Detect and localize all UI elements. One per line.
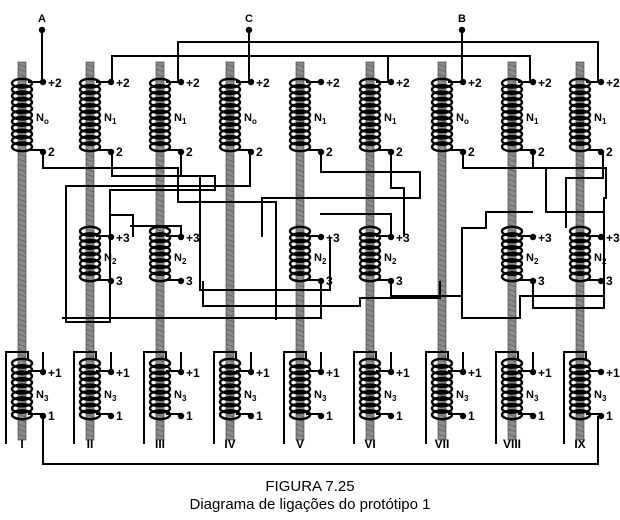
- winding-label: $N_o$: [456, 112, 469, 126]
- terminal-label: 1: [468, 409, 475, 423]
- terminal-label: 2: [606, 145, 613, 159]
- terminal-dot: [318, 234, 324, 240]
- interconnect: [533, 152, 604, 237]
- mid-winding: [502, 227, 522, 281]
- winding-label: $N_3$: [526, 389, 539, 403]
- terminal-dot: [318, 79, 324, 85]
- terminal-label: +2: [326, 76, 340, 90]
- terminal-label: 1: [186, 409, 193, 423]
- terminal-label: +3: [116, 231, 130, 245]
- terminal-label: 2: [468, 145, 475, 159]
- column-label: VIII: [502, 437, 522, 451]
- figure-title: FIGURA 7.25: [265, 478, 355, 495]
- terminal-dot: [598, 369, 604, 375]
- column-label: IV: [224, 437, 236, 451]
- terminal-label: +2: [256, 76, 270, 90]
- terminal-dot: [460, 413, 466, 419]
- terminal-label: 2: [326, 145, 333, 159]
- column-label: VII: [434, 437, 450, 451]
- winding-label: $N_1$: [104, 112, 117, 126]
- terminal-label: 3: [326, 274, 333, 288]
- column-label: II: [86, 437, 94, 451]
- terminal-label: +2: [396, 76, 410, 90]
- terminal-label: 1: [396, 409, 403, 423]
- mid-winding: [150, 227, 170, 281]
- interconnect: [463, 152, 606, 308]
- figure-subtitle: Diagrama de ligações do protótipo 1: [189, 496, 431, 513]
- mid-winding: [360, 227, 380, 281]
- terminal-dot: [248, 413, 254, 419]
- terminal-label: 3: [606, 274, 613, 288]
- terminal-label: 1: [326, 409, 333, 423]
- mid-winding: [80, 227, 100, 281]
- winding-label: $N_3$: [384, 389, 397, 403]
- terminal-label: +1: [606, 366, 620, 380]
- winding-label: $N_o$: [36, 112, 49, 126]
- terminal-label: +2: [606, 76, 620, 90]
- terminal-dot: [530, 234, 536, 240]
- mid-winding: [570, 227, 590, 281]
- terminal-label: +2: [116, 76, 130, 90]
- terminal-label: +2: [468, 76, 482, 90]
- terminal-label: +2: [48, 76, 62, 90]
- winding-label: $N_2$: [104, 252, 117, 266]
- phase-label: A: [38, 13, 46, 25]
- terminal-label: +3: [538, 231, 552, 245]
- winding-label: $N_2$: [314, 252, 327, 266]
- winding-label: $N_3$: [314, 389, 327, 403]
- terminal-label: +1: [538, 366, 552, 380]
- phase-label: C: [245, 13, 253, 25]
- column-label: III: [154, 437, 166, 451]
- terminal-dot: [108, 413, 114, 419]
- terminal-label: 2: [396, 145, 403, 159]
- column-label: I: [20, 437, 24, 451]
- winding-label: $N_1$: [174, 112, 187, 126]
- winding-label: $N_2$: [384, 252, 397, 266]
- terminal-label: 1: [256, 409, 263, 423]
- winding-label: $N_1$: [314, 112, 327, 126]
- terminal-label: +1: [326, 366, 340, 380]
- winding-label: $N_3$: [174, 389, 187, 403]
- terminal-label: +1: [468, 366, 482, 380]
- winding-label: $N_1$: [594, 112, 607, 126]
- winding-label: $N_2$: [594, 252, 607, 266]
- terminal-label: +1: [116, 366, 130, 380]
- phase-label: B: [458, 13, 466, 25]
- terminal-label: 1: [606, 409, 613, 423]
- terminal-label: 1: [538, 409, 545, 423]
- terminal-dot: [530, 413, 536, 419]
- terminal-label: 2: [116, 145, 123, 159]
- winding-label: $N_1$: [384, 112, 397, 126]
- terminal-label: 2: [538, 145, 545, 159]
- column-label: VI: [364, 437, 376, 451]
- terminal-label: 2: [48, 145, 55, 159]
- windings: [12, 79, 590, 419]
- winding-label: $N_1$: [526, 112, 539, 126]
- terminal-label: 3: [116, 274, 123, 288]
- terminal-label: +1: [256, 366, 270, 380]
- terminal-label: 3: [186, 274, 193, 288]
- interconnect: [181, 152, 330, 290]
- interconnect: [262, 152, 420, 237]
- winding-label: $N_2$: [174, 252, 187, 266]
- winding-label: $N_o$: [244, 112, 257, 126]
- terminal-dot: [318, 413, 324, 419]
- winding-label: $N_2$: [526, 252, 539, 266]
- terminal-label: 3: [396, 274, 403, 288]
- terminal-label: +3: [396, 231, 410, 245]
- winding-label: $N_3$: [104, 389, 117, 403]
- winding-label: $N_3$: [244, 389, 257, 403]
- winding-label: $N_3$: [36, 389, 49, 403]
- terminal-label: +2: [538, 76, 552, 90]
- phase-a-wire: [42, 30, 43, 82]
- terminal-label: +3: [326, 231, 340, 245]
- terminal-dot: [178, 413, 184, 419]
- interconnect: [391, 152, 404, 237]
- winding-label: $N_3$: [594, 389, 607, 403]
- terminal-label: +3: [186, 231, 200, 245]
- terminal-label: +1: [186, 366, 200, 380]
- terminal-label: 2: [186, 145, 193, 159]
- terminal-dot: [178, 278, 184, 284]
- terminal-label: 1: [48, 409, 55, 423]
- terminal-label: +1: [48, 366, 62, 380]
- column-label: IX: [574, 437, 586, 451]
- interconnect: [566, 152, 603, 228]
- terminal-label: 3: [538, 274, 545, 288]
- terminal-label: +3: [606, 231, 620, 245]
- terminal-label: +2: [186, 76, 200, 90]
- terminal-label: 2: [256, 145, 263, 159]
- winding-label: $N_3$: [456, 389, 469, 403]
- terminal-label: 1: [116, 409, 123, 423]
- mid-winding: [290, 227, 310, 281]
- terminal-label: +1: [396, 366, 410, 380]
- column-label: V: [295, 437, 305, 451]
- terminal-dot: [388, 413, 394, 419]
